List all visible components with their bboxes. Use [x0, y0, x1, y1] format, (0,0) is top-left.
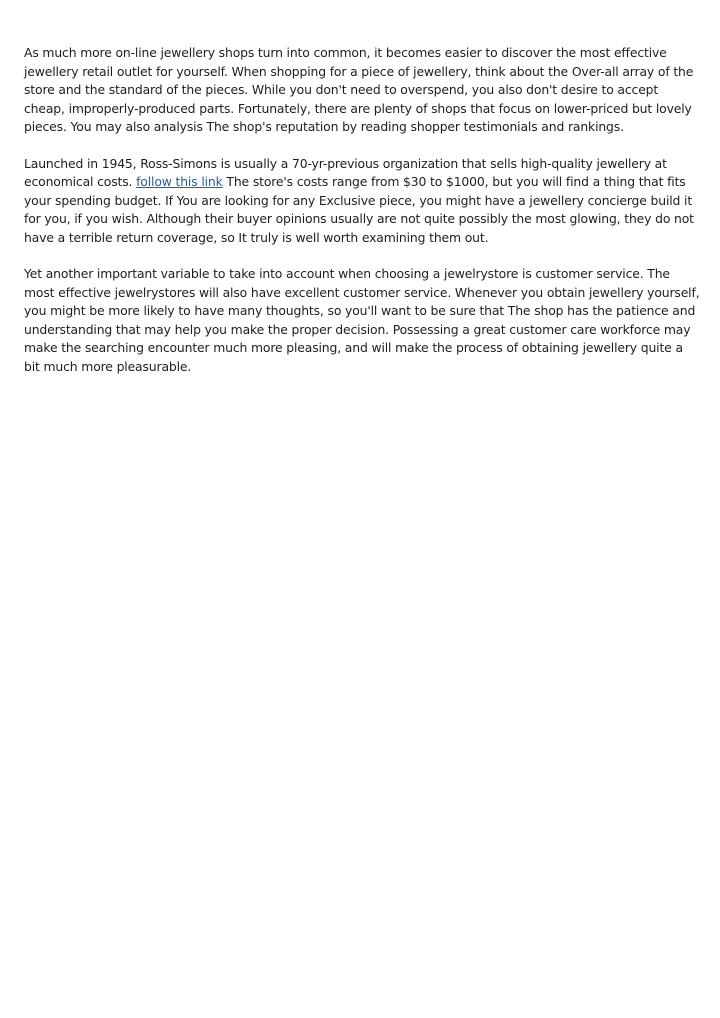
paragraph-3: Yet another important variable to take into account when choosing a jewelrystore is customer service. The most effective jewelrystores will also have excellent customer service. Whenever you obtain jewellery yourself, you might be more likely to have many thoughts, so you'll want to be sure that The shop has the patience and understanding that may help you make the proper decision. Possessing a great customer care workforce may make the searching encounter much more pleasing, and will make the process of obtaining jewellery quite a bit much more pleasurable. — [24, 266, 700, 374]
follow-link[interactable]: follow this link — [136, 174, 223, 189]
paragraph-2-text-before-link: Launched in 1945, Ross-Simons is usually a 70-yr-previous organization that sells high-quality jewellery at economical costs. — [24, 155, 667, 189]
paragraph-1: As much more on-line jewellery shops turn into common, it becomes easier to discover the most effective jewellery retail outlet for yourself. When shopping for a piece of jewellery, think about the Over-all array of the store and the standard of the pieces. While you don't need to overspend, you also don't desire to accept cheap, improperly-produced parts. Fortunately, there are plenty of shops that focus on lower-priced but lovely pieces. You may also analysis The shop's reputation by reading shopper testimonials and rankings. — [24, 45, 694, 134]
paragraph-2-text-after-link: The store's costs range from $30 to $1000, but you will find a thing that fits your spending budget. If You are looking for any Exclusive piece, you might have a jewellery concierge build it for you, if you wish. Although their buyer opinions usually are not quite possibly the most glowing, they do not have a terrible return coverage, so It truly is well worth examining them out. — [24, 174, 694, 245]
article-body — [24, 44, 700, 394]
paragraph-2 — [24, 155, 700, 248]
